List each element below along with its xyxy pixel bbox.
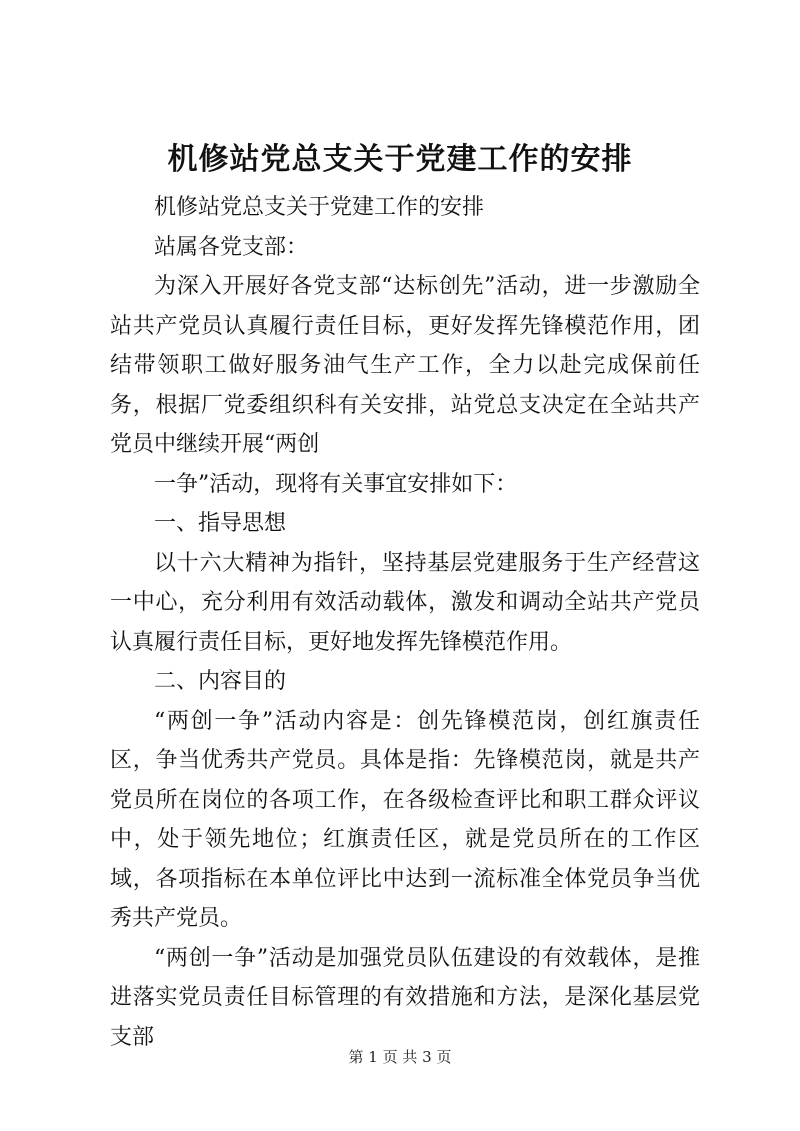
paragraph-activity-significance: “两创一争”活动是加强党员队伍建设的有效载体，是推进落实党员责任目标管理的有效措施和方法，是深化基层党支部 [110, 945, 700, 1050]
page-number-footer: 第 1 页 共 3 页 [348, 1048, 452, 1066]
paragraph-guiding-thought: 以十六大精神为指针，坚持基层党建服务于生产经营这一中心，充分利用有效活动载体，激发和调动全站共产党员认真履行责任目标，更好地发挥先锋模范作用。 [110, 550, 700, 655]
paragraph-addressee: 站属各党支部： [154, 234, 309, 260]
paragraph-intro: 为深入开展好各党支部“达标创先”活动，进一步激励全站共产党员认真履行责任目标，更好发挥先锋模范作用，团结带领职工做好服务油气生产工作，全力以赴完成保前任务，根据厂党委组织科有关安排，站党总支决定在全站共产党员中继续开展“两创 [110, 274, 700, 457]
document-title: 机修站党总支关于党建工作的安排 [167, 142, 633, 177]
section-heading-content-purpose: 二、内容目的 [154, 669, 287, 694]
paragraph-activity-content: “两创一争”活动内容是：创先锋模范岗，创红旗责任区，争当优秀共产党员。具体是指：先锋模范岗，就是共产党员所在岗位的各项工作，在各级检查评比和职工群众评议中，处于领先地位；红旗责任区，就是党员所在的工作区域，各项指标在本单位评比中达到一流标准全体党员争当优秀共产党员。 [110, 708, 700, 931]
paragraph-intro-continued: 一争”活动，现将有关事宜安排如下： [154, 471, 518, 497]
document-body [110, 188, 700, 1057]
paragraph-heading-repeat: 机修站党总支关于党建工作的安排 [154, 195, 485, 220]
section-heading-guiding-thought: 一、指导思想 [154, 511, 287, 536]
